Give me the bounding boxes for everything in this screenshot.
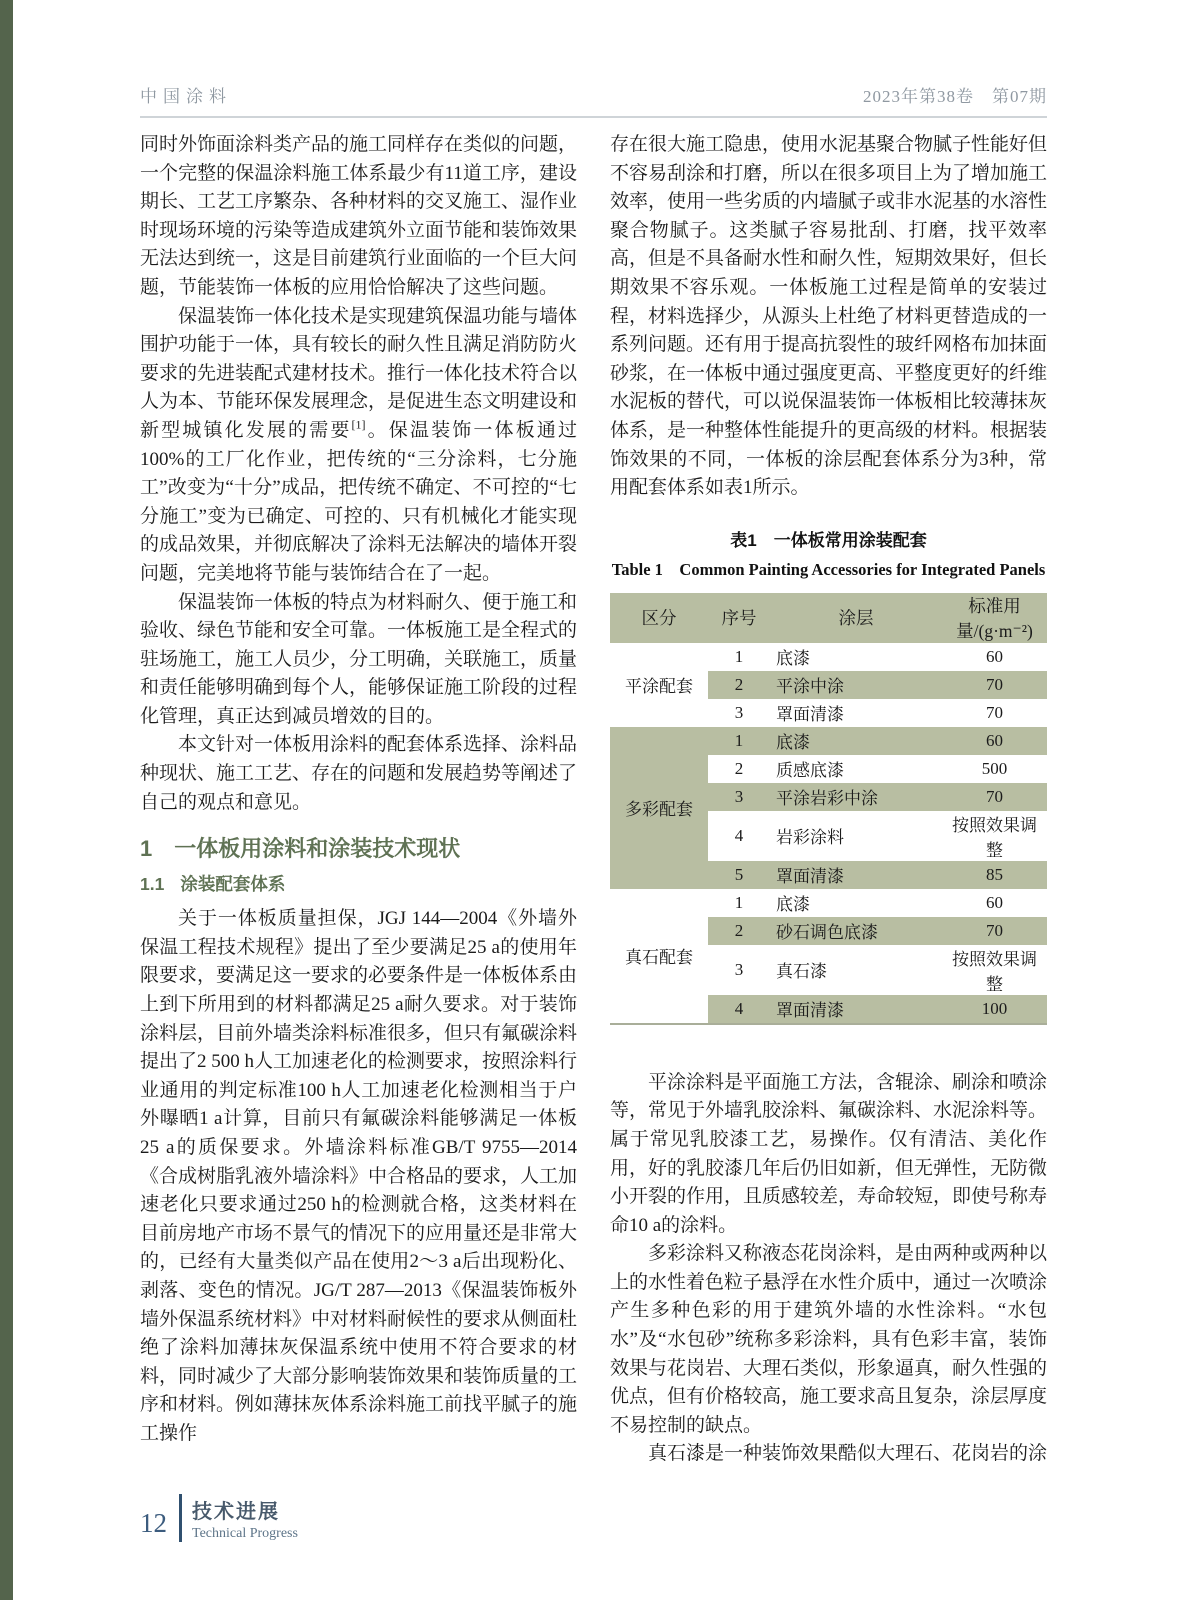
table-cell-index: 1: [734, 646, 744, 666]
right-column: [610, 131, 1047, 1469]
table-cell-dosage: 70: [942, 917, 1047, 945]
paragraph-putty: 存在很大施工隐患，使用水泥基聚合物腻子性能好但不容易刮涂和打磨，所以在很多项目上为了增加施工效率，使用一些劣质的内墙腻子或非水泥基的水溶性聚合物腻子。这类腻子容易批刮、打磨，找平效率高，但是不具备耐水性和耐久性，短期效果好，但长期效果不容乐观。一体板施工过程是简单的安装过程，材料选择少，从源头上杜绝了材料更替造成的一系列问题。还有用于提高抗裂性的玻纤网格布加抹面砂浆，在一体板中通过强度更高、平整度更好的纤维水泥板的替代，可以说保温装饰一体板相比较薄抹灰体系，是一种整体性能提升的更高级的材料。根据装饰效果的不同，一体板的涂层配套体系分为3种，常用配套体系如表1所示。: [610, 134, 1048, 499]
table-cell-dosage: 70: [942, 783, 1047, 811]
table-row: [610, 889, 1047, 917]
paragraph-features: 保温装饰一体板的特点为材料耐久、便于施工和验收、绿色节能和安全可靠。一体板施工是全程式的驻场施工，施工人员少，分工明确，关联施工，质量和责任能够明确到每个人，能够保证施工阶段的过程化管理，真正达到减员增效的目的。: [140, 591, 578, 727]
footer-section-zh: 技术进展: [192, 1500, 280, 1523]
table-title-en: Table 1 Common Painting Accessories for Integrated Panels: [611, 559, 1046, 579]
table-cell-dosage: 500: [981, 758, 1008, 778]
paragraph-stone-coating: 真石漆是一种装饰效果酷似大理石、花岗岩的涂: [648, 1443, 1048, 1465]
table-cell-coat: 罩面清漆: [776, 705, 844, 725]
table-cell-index: 4: [708, 995, 770, 1024]
table-cell-index: 3: [734, 702, 744, 722]
table-cell-dosage: 按照效果调整: [952, 815, 1037, 860]
header-cell-category: 区分: [610, 593, 708, 643]
paragraph-text: 保温装饰一体化技术是实现建筑保温功能与墙体围护功能于一体，具有较长的耐久性且满足消防防火要求的先进装配式建材技术。推行一体化技术符合以人为本、节能环保发展理念，是促进生态文明建设和新型城镇化发展的需要: [140, 305, 578, 441]
section-heading: [140, 832, 577, 863]
table-cell-coat: 平涂岩彩中涂: [770, 783, 942, 811]
paragraph-text: 。保温装饰一体板通过100%的工厂化作业，把传统的“三分涂料，七分施工”改变为“十分”成品，把传统不确定、不可控的“七分施工”变为已确定、可控的、只有机械化才能实现的成品效果，并彻底解决了涂料无法解决的墙体开裂问题，完美地将节能与装饰结合在了一起。: [140, 419, 578, 584]
footer-section-en: Technical Progress: [192, 1525, 298, 1541]
footer-divider: [179, 1494, 182, 1542]
journal-name: 中国涂料: [140, 87, 232, 106]
table-cell-coat: 底漆: [776, 649, 810, 669]
table-cell-dosage: 100: [942, 995, 1047, 1024]
table-cell-dosage: 60: [986, 892, 1003, 912]
table-cell-coat: 罩面清漆: [770, 861, 942, 889]
table-cell-index: 1: [734, 892, 744, 912]
table-cell-index: 1: [708, 727, 770, 755]
table-cell-coat: 岩彩涂料: [776, 828, 844, 848]
table-header-row: [610, 593, 1047, 643]
paragraph-continued: 同时外饰面涂料类产品的施工同样存在类似的问题，一个完整的保温涂料施工体系最少有11道工序，建设期长、工艺工序繁杂、各种材料的交叉施工、湿作业时现场环境的污染等造成建筑外立面节能和装饰效果无法达到统一，这是目前建筑行业面临的一个巨大问题，节能装饰一体板的应用恰恰解决了这些问题。: [140, 134, 578, 298]
subsection-number: 1.1: [140, 874, 165, 895]
table-cell-coat: 砂石调色底漆: [770, 917, 942, 945]
table-cell-index: 2: [708, 671, 770, 699]
paragraph-multicolor-coating: 多彩涂料又称液态花岗涂料，是由两种或两种以上的水性着色粒子悬浮在水性介质中，通过一次喷涂产生多种色彩的用于建筑外墙的水性涂料。“水包水”及“水包砂”统称多彩涂料，具有色彩丰富，装饰效果与花岗岩、大理石类似，形象逼真，耐久性强的优点，但有价格较高，施工要求高且复杂，涂层厚度不易控制的缺点。: [610, 1243, 1048, 1436]
table-cell-index: 3: [734, 959, 744, 979]
table-cell-dosage: 70: [986, 702, 1003, 722]
page-header: [140, 82, 1047, 118]
table-group-cell: 真石配套: [625, 948, 693, 968]
table-row: [610, 727, 1047, 755]
coating-systems-table: [610, 593, 1047, 1025]
table-cell-coat: 真石漆: [776, 962, 827, 982]
table-cell-dosage: 60: [986, 646, 1003, 666]
article-body: [140, 131, 1047, 1469]
table-cell-coat: 底漆: [770, 727, 942, 755]
page-footer: [140, 1494, 298, 1542]
section-title: 一体板用涂料和涂装技术现状: [174, 836, 461, 862]
table-row: [610, 643, 1047, 671]
table-cell-coat: 质感底漆: [776, 761, 844, 781]
table-cell-index: 5: [708, 861, 770, 889]
issue-info: 2023年第38卷 第07期: [863, 87, 1047, 106]
left-column: [140, 131, 577, 1469]
table-cell-index: 3: [708, 783, 770, 811]
header-cell-index: 序号: [708, 593, 770, 643]
citation-ref: [1]: [351, 417, 366, 432]
table-cell-dosage: 按照效果调整: [952, 949, 1037, 994]
paragraph-integration-tech: [140, 303, 577, 589]
table-title-zh: 表1 一体板常用涂装配套: [730, 530, 927, 550]
table-group-cell: 多彩配套: [610, 727, 708, 889]
left-edge-accent-bar: [0, 0, 13, 1600]
table-cell-dosage: 85: [942, 861, 1047, 889]
coating-table-body: [610, 643, 1047, 1024]
paragraph-standards: 关于一体板质量担保，JGJ 144—2004《外墙外保温工程技术规程》提出了至少要满足25 a的使用年限要求，要满足这一要求的必要条件是一体板体系由上到下所用到的材料都满足25 a耐久要求。对于装饰涂料层，目前外墙类涂料标准很多，但只有氟碳涂料提出了2 500 h人工加速老化的检测要求，按照涂料行业通用的判定标准100 h人工加速老化检测相当于户外曝晒1 a计算，目前只有氟碳涂料能够满足一体板25 a的质保要求。外墙涂料标准GB/T 9755—2014《合成树脂乳液外墙涂料》中合格品的要求，人工加速老化只要求通过250 h的检测就合格，这类材料在目前房地产市场不景气的情况下的应用量还是非常大的，已经有大量类似产品在使用2～3 a后出现粉化、剥落、变色的情况。JG/T 287—2013《保温装饰板外墙外保温系统材料》中对材料耐候性的要求从侧面杜绝了涂料加薄抹灰保温系统中使用不符合要求的材料，同时减少了大部分影响装饰效果和装饰质量的工序和材料。例如薄抹灰体系涂料施工前找平腻子的施工操作: [140, 908, 578, 1444]
page-number: 12: [140, 1508, 167, 1538]
section-number: 1: [140, 836, 153, 862]
table-cell-coat: 平涂中涂: [770, 671, 942, 699]
table-cell-coat: 底漆: [776, 895, 810, 915]
header-cell-coat: 涂层: [770, 593, 942, 643]
table-cell-index: 2: [708, 917, 770, 945]
table-group-cell: 平涂配套: [625, 677, 693, 697]
table-cell-index: 4: [734, 825, 744, 845]
subsection-title: 涂装配套体系: [180, 874, 286, 895]
header-cell-dosage: 标准用量/(g·m⁻²): [942, 593, 1047, 643]
table-cell-dosage: 60: [942, 727, 1047, 755]
subsection-heading: [140, 871, 577, 896]
paragraph-flat-coating: 平涂涂料是平面施工方法，含辊涂、刷涂和喷涂等，常见于外墙乳胶涂料、氟碳涂料、水泥涂料等。属于常见乳胶漆工艺，易操作。仅有清洁、美化作用，好的乳胶漆几年后仍旧如新，但无弹性，无防微小开裂的作用，且质感较差，寿命较短，即使号称寿命10 a的涂料。: [610, 1071, 1048, 1236]
table-cell-coat: 罩面清漆: [770, 995, 942, 1024]
table-cell-index: 2: [734, 758, 744, 778]
table-cell-dosage: 70: [942, 671, 1047, 699]
paragraph-scope: 本文针对一体板用涂料的配套体系选择、涂料品种现状、施工工艺、存在的问题和发展趋势等阐述了自己的观点和意见。: [140, 734, 578, 813]
